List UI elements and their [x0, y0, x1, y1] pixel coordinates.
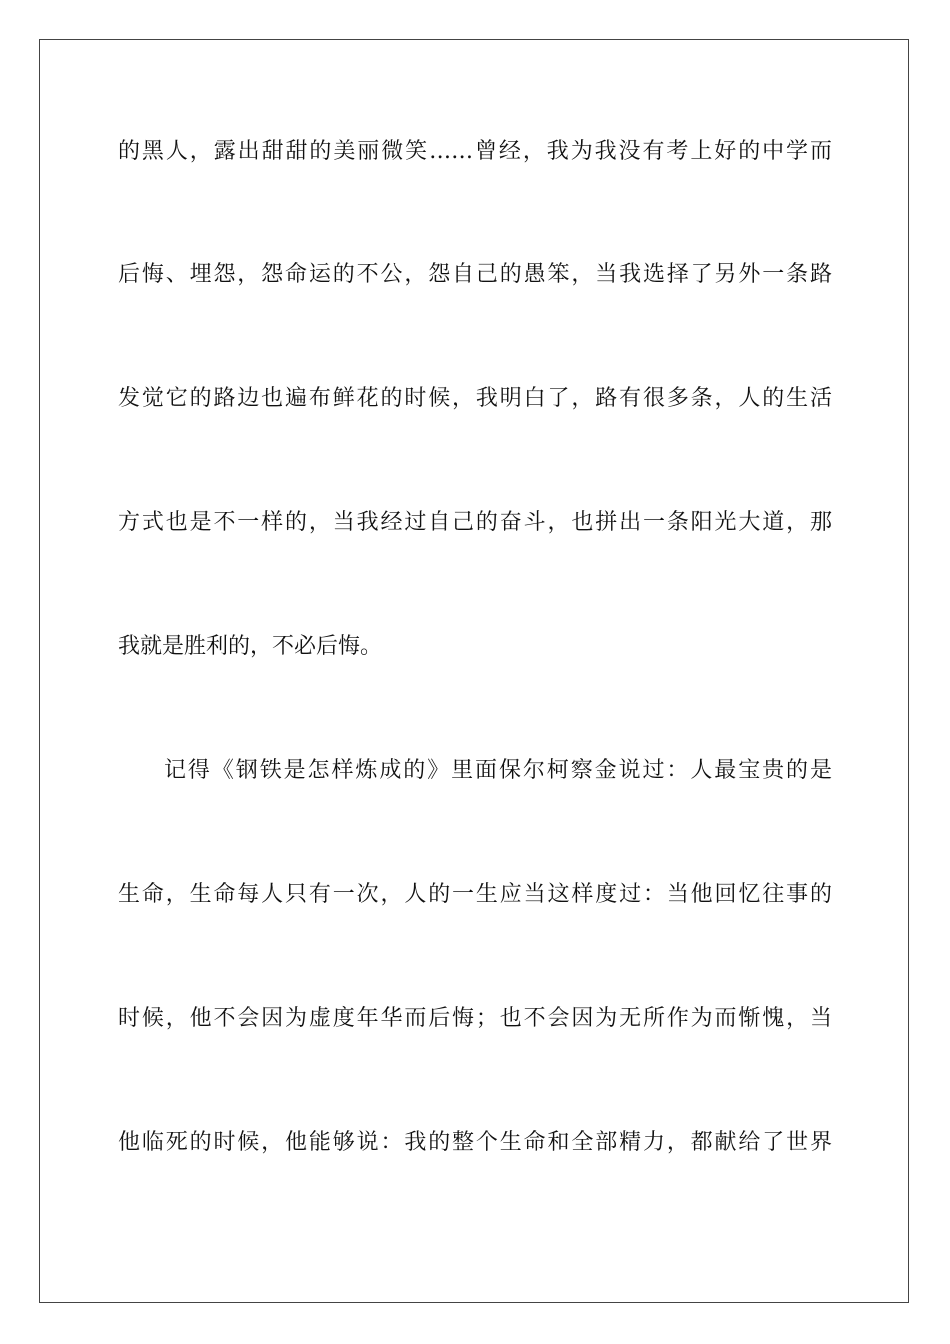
text-line: 他临死的时候，他能够说：我的整个生命和全部精力，都献给了世界 [118, 1130, 832, 1155]
text-line: 的黑人，露出甜甜的美丽微笑……曾经，我为我没有考上好的中学而 [118, 139, 832, 164]
text-line: 方式也是不一样的，当我经过自己的奋斗，也拼出一条阳光大道，那 [118, 510, 832, 535]
text-line: 后悔、埋怨，怨命运的不公，怨自己的愚笨，当我选择了另外一条路 [118, 262, 832, 287]
text-line: 发觉它的路边也遍布鲜花的时候，我明白了，路有很多条，人的生活 [118, 386, 832, 411]
text-line: 时候，他不会因为虚度年华而后悔；也不会因为无所作为而惭愧，当 [118, 1006, 832, 1031]
text-line: 生命，生命每人只有一次，人的一生应当这样度过：当他回忆往事的 [118, 882, 832, 907]
paragraph-first-line: 记得《钢铁是怎样炼成的》里面保尔柯察金说过：人最宝贵的是 [164, 758, 832, 783]
text-line: 我就是胜利的，不必后悔。 [118, 634, 383, 659]
page-border [39, 39, 909, 1303]
